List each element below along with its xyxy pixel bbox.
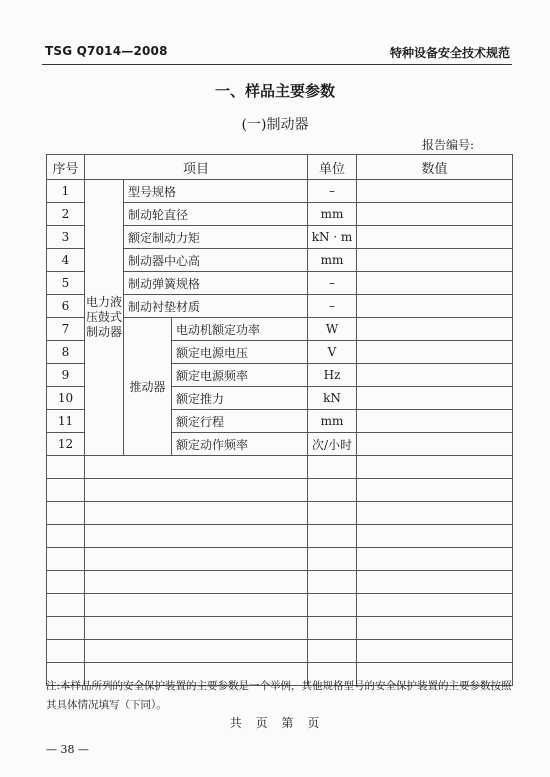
row-value[interactable] [357, 387, 513, 410]
blank-cell [308, 456, 357, 479]
header-series: 特种设备安全技术规范 [389, 46, 510, 60]
section-title: 一、样品主要参数 [214, 82, 335, 100]
row-value[interactable] [357, 203, 513, 226]
row-no: 10 [47, 387, 85, 410]
table-row [47, 180, 513, 203]
blank-cell [308, 525, 357, 548]
row-unit: mm [308, 410, 357, 433]
blank-cell [308, 548, 357, 571]
header-value: 数值 [357, 155, 513, 180]
row-value[interactable] [357, 410, 513, 433]
blank-cell [308, 479, 357, 502]
blank-cell [85, 479, 308, 502]
blank-row [47, 502, 513, 525]
row-item: 额定制动力矩 [124, 226, 308, 249]
page-number: — 38 — [46, 743, 89, 756]
report-number-label: 报告编号: [421, 138, 474, 152]
row-no: 3 [47, 226, 85, 249]
row-value[interactable] [357, 180, 513, 203]
blank-cell [85, 456, 308, 479]
row-no: 5 [47, 272, 85, 295]
row-no: 8 [47, 341, 85, 364]
page-count-line: 共 页 第 页 [229, 716, 321, 730]
blank-row [47, 617, 513, 640]
row-no: 1 [47, 180, 85, 203]
header-unit: 单位 [308, 155, 357, 180]
row-unit: kN [308, 387, 357, 410]
row-unit: mm [308, 249, 357, 272]
header-rule [42, 64, 512, 65]
blank-row [47, 525, 513, 548]
row-value[interactable] [357, 318, 513, 341]
row-unit: mm [308, 203, 357, 226]
blank-row [47, 456, 513, 479]
blank-cell [47, 571, 85, 594]
blank-cell [308, 617, 357, 640]
blank-cell [47, 456, 85, 479]
row-no: 9 [47, 364, 85, 387]
blank-cell [85, 640, 308, 663]
blank-cell [85, 571, 308, 594]
header-item: 项目 [85, 155, 308, 180]
row-item: 制动弹簧规格 [124, 272, 308, 295]
blank-cell [85, 525, 308, 548]
blank-cell [85, 502, 308, 525]
blank-row [47, 479, 513, 502]
row-unit: – [308, 295, 357, 318]
blank-cell [85, 548, 308, 571]
row-no: 2 [47, 203, 85, 226]
row-unit: 次/小时 [308, 433, 357, 456]
header-no: 序号 [47, 155, 85, 180]
row-item: 电动机额定功率 [172, 318, 308, 341]
row-no: 4 [47, 249, 85, 272]
row-item: 额定电源频率 [172, 364, 308, 387]
section-subtitle: (一)制动器 [241, 117, 309, 133]
row-item: 额定动作频率 [172, 433, 308, 456]
blank-value-cell[interactable] [357, 571, 513, 594]
blank-row [47, 571, 513, 594]
row-unit: – [308, 272, 357, 295]
blank-cell [85, 594, 308, 617]
row-unit: kN · m [308, 226, 357, 249]
group-main-label: 电力液压鼓式制动器 [85, 180, 124, 456]
row-item: 型号规格 [124, 180, 308, 203]
blank-cell [308, 594, 357, 617]
group-sub-label: 推动器 [124, 318, 172, 456]
table-header-row [47, 155, 513, 180]
blank-cell [47, 479, 85, 502]
row-no: 12 [47, 433, 85, 456]
row-unit: W [308, 318, 357, 341]
row-value[interactable] [357, 341, 513, 364]
row-item: 额定电源电压 [172, 341, 308, 364]
row-item: 额定推力 [172, 387, 308, 410]
blank-row [47, 640, 513, 663]
row-unit: Hz [308, 364, 357, 387]
blank-cell [47, 548, 85, 571]
row-item: 额定行程 [172, 410, 308, 433]
blank-row [47, 594, 513, 617]
blank-value-cell[interactable] [357, 548, 513, 571]
row-value[interactable] [357, 226, 513, 249]
row-value[interactable] [357, 433, 513, 456]
row-item: 制动衬垫材质 [124, 295, 308, 318]
row-no: 7 [47, 318, 85, 341]
blank-cell [308, 502, 357, 525]
header-code: TSG Q7014—2008 [45, 44, 168, 58]
row-item: 制动轮直径 [124, 203, 308, 226]
blank-row [47, 548, 513, 571]
blank-cell [308, 571, 357, 594]
blank-cell [47, 640, 85, 663]
blank-value-cell[interactable] [357, 594, 513, 617]
row-no: 11 [47, 410, 85, 433]
row-value[interactable] [357, 364, 513, 387]
row-unit: – [308, 180, 357, 203]
blank-value-cell[interactable] [357, 456, 513, 479]
blank-cell [47, 594, 85, 617]
blank-cell [308, 640, 357, 663]
row-value[interactable] [357, 249, 513, 272]
row-no: 6 [47, 295, 85, 318]
row-unit: V [308, 341, 357, 364]
blank-value-cell[interactable] [357, 617, 513, 640]
blank-value-cell[interactable] [357, 479, 513, 502]
row-value[interactable] [357, 295, 513, 318]
blank-cell [47, 502, 85, 525]
blank-cell [85, 617, 308, 640]
blank-value-cell[interactable] [357, 502, 513, 525]
blank-value-cell[interactable] [357, 640, 513, 663]
parameter-table [46, 154, 513, 686]
row-value[interactable] [357, 272, 513, 295]
row-item: 制动器中心高 [124, 249, 308, 272]
blank-cell [47, 617, 85, 640]
blank-cell [47, 525, 85, 548]
blank-value-cell[interactable] [357, 525, 513, 548]
footnote: 注:本样品所列的安全保护装置的主要参数是一个举例，其他规格型号的安全保护装置的主要参数按照其具体情况填写（下同）。 [46, 680, 512, 711]
